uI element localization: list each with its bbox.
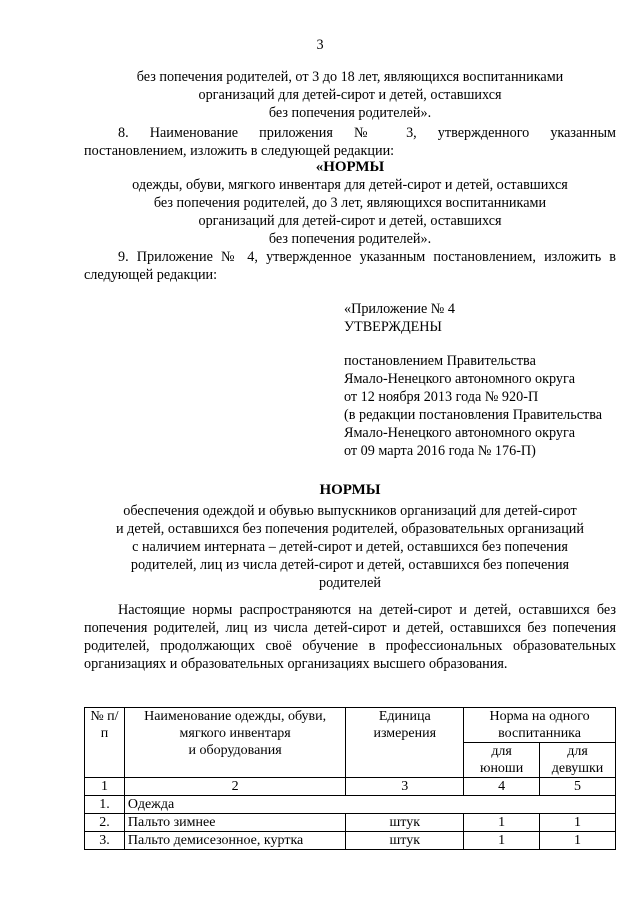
table-row [85,814,616,832]
row-boys: 1 [464,832,540,850]
header-boys-line: для [491,744,512,759]
header-num-text: № п/п [90,709,119,741]
header-boys [464,743,540,778]
header-name [124,708,345,778]
norms-quote-title: «НОРМЫ [315,159,385,175]
header-unit-line: измерения [373,726,437,741]
header-girls-line: девушки [551,761,604,776]
scope-paragraph: Настоящие нормы распространяются на детей-сирот и детей, оставшихся без попечения родителей, лиц из числа детей-сирот и детей, оставшихся без попечения родителей, продолжающих своё обучение в профессиональных образовательных организациях и образовательных организациях высшего образования. [84,602,616,672]
norms-quote-line: без попечения родителей, до 3 лет, являющихся воспитанниками [153,195,547,211]
norms-quote-line: без попечения родителей». [268,231,432,247]
norms-quote [84,158,616,248]
header-girls [540,743,616,778]
header-name-line: мягкого инвентаря [179,726,291,741]
item-8 [84,124,616,160]
approval-line: постановлением Правительства [344,353,536,369]
header-girls-line: для [567,744,588,759]
row-num: 3. [85,832,125,850]
norms-subtitle-line: с наличием интерната – детей-сирот и детей, оставшихся без попечения [132,539,568,555]
item-8-line1: 8. Наименование приложения № 3, утвержденного указанным [118,125,616,141]
column-number-row [85,778,616,796]
approval-line: «Приложение № 4 [344,301,455,317]
norms-subtitle-line: родителей [318,575,382,591]
norms-subtitle-line: обеспечения одеждой и обувью выпускников организаций для детей-сирот [123,503,577,519]
header-norm-line: воспитанника [498,726,581,741]
row-name: Пальто демисезонное, куртка [124,832,345,850]
col-number: 4 [464,778,540,796]
header-unit [346,708,464,778]
col-number: 2 [124,778,345,796]
header-name-line: Наименование одежды, обуви, [144,709,327,724]
norms-heading [84,481,616,592]
header-norm [464,708,616,743]
section-num: 1. [85,796,125,814]
intro-line: без попечения родителей». [268,105,432,121]
header-name-line: и оборудования [188,743,282,758]
norms-quote-line: организаций для детей-сирот и детей, оставшихся [198,213,502,229]
row-boys: 1 [464,814,540,832]
norms-title: НОРМЫ [319,482,381,498]
approval-line: (в редакции постановления Правительства [344,407,603,423]
table-section-row [85,796,616,814]
table-row [85,832,616,850]
col-number: 3 [346,778,464,796]
row-num: 2. [85,814,125,832]
approval-line: Ямало-Ненецкого автономного округа [344,371,576,387]
table-header-row [85,708,616,743]
item-8-line2: постановлением, изложить в следующей редакции: [84,143,395,159]
row-unit: штук [346,832,464,850]
header-boys-line: юноши [479,761,524,776]
col-number: 1 [85,778,125,796]
approval-line: от 09 марта 2016 года № 176-П) [344,443,536,459]
norms-subtitle-line: и детей, оставшихся без попечения родителей, образовательных организаций [116,521,584,537]
approval-line: УТВЕРЖДЕНЫ [344,319,442,335]
norms-subtitle-line: родителей, лиц из числа детей-сирот и детей, оставшихся без попечения [130,557,570,573]
intro-text [84,68,616,122]
approval-line: от 12 ноября 2013 года № 920-П [344,389,539,405]
header-num [85,708,125,778]
row-girls: 1 [540,832,616,850]
row-name: Пальто зимнее [124,814,345,832]
section-name: Одежда [124,796,615,814]
intro-line: без попечения родителей, от 3 до 18 лет, являющихся воспитанниками [136,69,564,85]
norms-table [84,707,616,850]
row-unit: штук [346,814,464,832]
header-unit-line: Единица [378,709,431,724]
col-number: 5 [540,778,616,796]
approval-line: Ямало-Ненецкого автономного округа [344,425,576,441]
intro-line: организаций для детей-сирот и детей, оставшихся [198,87,502,103]
page-number: 3 [316,37,324,53]
approval-stamp [344,300,634,460]
norms-quote-line: одежды, обуви, мягкого инвентаря для детей-сирот и детей, оставшихся [132,177,568,193]
item-9: 9. Приложение № 4, утвержденное указанным постановлением, изложить в следующей редакции: [84,249,616,283]
row-girls: 1 [540,814,616,832]
header-norm-line: Норма на одного [489,709,590,724]
